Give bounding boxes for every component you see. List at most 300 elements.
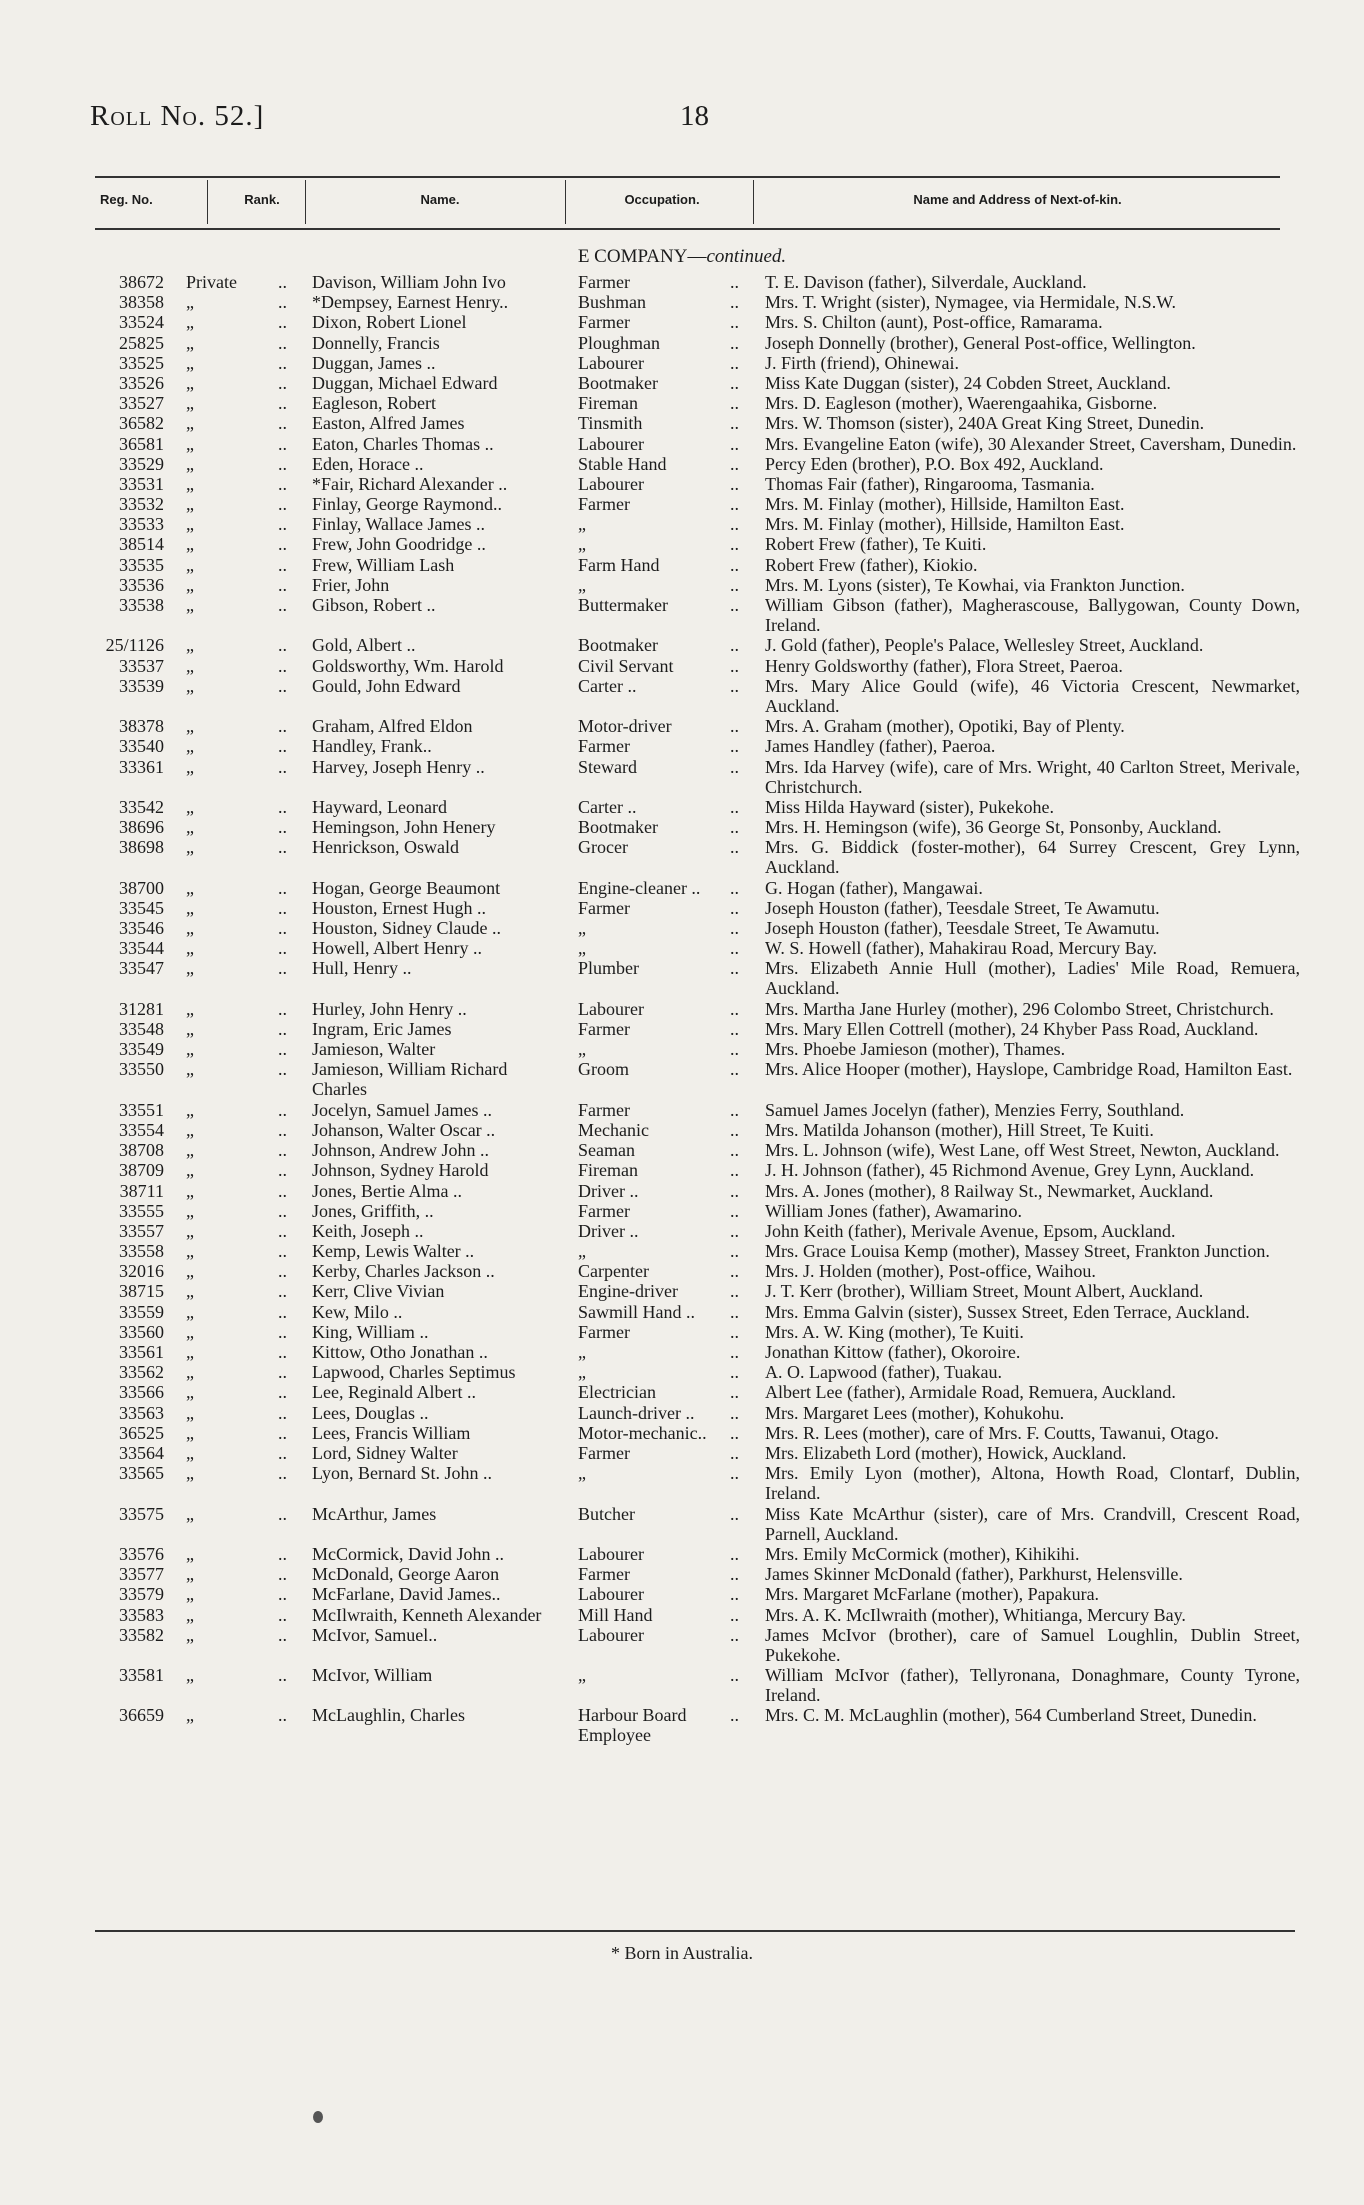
rank: „ xyxy=(186,1019,194,1040)
leader-dots: .. xyxy=(278,635,287,656)
occupation: Carpenter xyxy=(578,1261,649,1282)
rank: „ xyxy=(186,918,194,939)
leader-dots: .. xyxy=(278,655,287,676)
occupation: Fireman xyxy=(578,1160,638,1181)
occupation: Bushman xyxy=(578,292,647,313)
next-of-kin: Miss Kate Duggan (sister), 24 Cobden Street, Auckland. xyxy=(765,372,1171,393)
soldier-name: McIvor, William xyxy=(312,1665,433,1686)
leader-dots: .. xyxy=(730,1119,739,1140)
next-of-kin: Joseph Donnelly (brother), General Post-office, Wellington. xyxy=(765,332,1196,353)
next-of-kin: Mrs. J. Holden (mother), Post-office, Waihou. xyxy=(765,1261,1096,1282)
soldier-name: Kew, Milo .. xyxy=(312,1301,403,1322)
reg-number: 36582 xyxy=(119,413,164,434)
rank: „ xyxy=(186,1362,194,1383)
rank: „ xyxy=(186,1584,194,1605)
reg-number: 33526 xyxy=(119,372,164,393)
next-of-kin: J. H. Johnson (father), 45 Richmond Avenue, Grey Lynn, Auckland. xyxy=(765,1160,1255,1181)
col-name-header: Name. xyxy=(420,192,460,207)
soldier-name: Lees, Douglas .. xyxy=(312,1402,429,1423)
reg-number: 33542 xyxy=(119,796,164,817)
leader-dots: .. xyxy=(278,918,287,939)
leader-dots: .. xyxy=(730,716,739,737)
soldier-name: Handley, Frank.. xyxy=(312,736,432,757)
table-row xyxy=(0,676,1364,716)
next-of-kin: Mrs. Matilda Johanson (mother), Hill Street, Te Kuiti. xyxy=(765,1119,1154,1140)
reg-number: 25/1126 xyxy=(105,635,164,656)
soldier-name: Dixon, Robert Lionel xyxy=(312,312,467,333)
reg-number: 33537 xyxy=(119,655,164,676)
table-row xyxy=(0,1705,1364,1745)
occupation: Buttermaker xyxy=(578,595,668,615)
reg-number: 38696 xyxy=(119,817,164,838)
soldier-name: Jones, Bertie Alma .. xyxy=(312,1180,462,1201)
next-of-kin: A. O. Lapwood (father), Tuakau. xyxy=(765,1362,1002,1383)
reg-number: 33547 xyxy=(119,958,164,979)
occupation: Butcher xyxy=(578,1503,635,1524)
next-of-kin: G. Hogan (father), Mangawai. xyxy=(765,877,983,898)
leader-dots: .. xyxy=(278,1342,287,1363)
rank: „ xyxy=(186,352,194,373)
soldier-name: Gould, John Edward xyxy=(312,675,461,696)
table-row xyxy=(0,474,1364,494)
soldier-name: McIlwraith, Kenneth Alexander xyxy=(312,1604,542,1625)
occupation: Farmer xyxy=(578,736,630,757)
soldier-name: Hull, Henry .. xyxy=(312,958,412,979)
soldier-name: Jamieson, William Richard Charles xyxy=(312,1059,508,1100)
leader-dots: .. xyxy=(730,1059,739,1080)
leader-dots: .. xyxy=(278,1362,287,1383)
col-divider xyxy=(207,180,208,224)
rank: „ xyxy=(186,1200,194,1221)
leader-dots: .. xyxy=(730,1281,739,1302)
rank: „ xyxy=(186,1422,194,1443)
table-row xyxy=(0,595,1364,635)
leader-dots: .. xyxy=(278,473,287,494)
leader-dots: .. xyxy=(278,1422,287,1443)
rank: „ xyxy=(186,1099,194,1120)
leader-dots: .. xyxy=(730,413,739,434)
leader-dots: .. xyxy=(278,716,287,737)
reg-number: 38698 xyxy=(119,837,164,858)
leader-dots: .. xyxy=(730,494,739,515)
col-occupation-header: Occupation. xyxy=(624,192,700,207)
reg-number: 38514 xyxy=(119,534,164,555)
leader-dots: .. xyxy=(730,473,739,494)
occupation: „ xyxy=(578,1362,586,1383)
next-of-kin: Mrs. Evangeline Eaton (wife), 30 Alexander Street, Caversham, Dunedin. xyxy=(765,433,1297,454)
occupation: Mill Hand xyxy=(578,1604,653,1625)
table-row xyxy=(0,878,1364,898)
next-of-kin: Mrs. Martha Jane Hurley (mother), 296 Colombo Street, Christchurch. xyxy=(765,998,1274,1019)
leader-dots: .. xyxy=(730,998,739,1019)
bottom-rule xyxy=(95,228,1280,230)
soldier-name: Eaton, Charles Thomas .. xyxy=(312,433,494,454)
rank: „ xyxy=(186,736,194,757)
soldier-name: Johanson, Walter Oscar .. xyxy=(312,1119,496,1140)
rank: „ xyxy=(186,877,194,898)
col-rank-header: Rank. xyxy=(244,192,280,207)
reg-number: 33563 xyxy=(119,1402,164,1423)
soldier-name: Duggan, Michael Edward xyxy=(312,372,498,393)
leader-dots: .. xyxy=(730,554,739,575)
roll-table xyxy=(0,272,1364,1746)
occupation: Civil Servant xyxy=(578,655,674,676)
rank: „ xyxy=(186,837,194,858)
soldier-name: McLaughlin, Charles xyxy=(312,1705,465,1726)
leader-dots: .. xyxy=(278,372,287,393)
reg-number: 38715 xyxy=(119,1281,164,1302)
occupation: Farmer xyxy=(578,494,630,515)
reg-number: 33549 xyxy=(119,1039,164,1060)
table-row xyxy=(0,817,1364,837)
next-of-kin: Mrs. Mary Alice Gould (wife), 46 Victoria Crescent, Newmarket, Auckland. xyxy=(765,675,1300,716)
leader-dots: .. xyxy=(730,1039,739,1060)
occupation: Launch-driver .. xyxy=(578,1402,695,1423)
occupation: „ xyxy=(578,1463,586,1484)
leader-dots: .. xyxy=(278,1301,287,1322)
next-of-kin: Mrs. Margaret McFarlane (mother), Papakura. xyxy=(765,1584,1100,1605)
rank: „ xyxy=(186,574,194,595)
occupation: Labourer xyxy=(578,433,644,454)
leader-dots: .. xyxy=(730,1099,739,1120)
soldier-name: McDonald, George Aaron xyxy=(312,1564,500,1585)
leader-dots: .. xyxy=(730,1503,739,1524)
reg-number: 33539 xyxy=(119,675,164,696)
occupation: Grocer xyxy=(578,837,628,858)
leader-dots: .. xyxy=(730,817,739,838)
reg-number: 33532 xyxy=(119,494,164,515)
leader-dots: .. xyxy=(730,897,739,918)
table-row xyxy=(0,514,1364,534)
next-of-kin: Mrs. Emily Lyon (mother), Altona, Howth Road, Clontarf, Dublin, Ireland. xyxy=(765,1463,1300,1504)
next-of-kin: Mrs. R. Lees (mother), care of Mrs. F. Coutts, Tawanui, Otago. xyxy=(765,1422,1219,1443)
next-of-kin: Mrs. Grace Louisa Kemp (mother), Massey Street, Frankton Junction. xyxy=(765,1241,1270,1262)
reg-number: 33536 xyxy=(119,574,164,595)
next-of-kin: Mrs. M. Finlay (mother), Hillside, Hamilton East. xyxy=(765,494,1125,515)
table-row xyxy=(0,1504,1364,1544)
next-of-kin: Mrs. Emily McCormick (mother), Kihikihi. xyxy=(765,1543,1080,1564)
rank: „ xyxy=(186,1220,194,1241)
soldier-name: Frew, John Goodridge .. xyxy=(312,534,486,555)
reg-number: 36525 xyxy=(119,1422,164,1443)
next-of-kin: Henry Goldsworthy (father), Flora Street, Paeroa. xyxy=(765,655,1123,676)
soldier-name: Eagleson, Robert xyxy=(312,393,436,414)
reg-number: 33579 xyxy=(119,1584,164,1605)
next-of-kin: Albert Lee (father), Armidale Road, Remuera, Auckland. xyxy=(765,1382,1176,1403)
reg-number: 33545 xyxy=(119,897,164,918)
reg-number: 33554 xyxy=(119,1119,164,1140)
leader-dots: .. xyxy=(278,292,287,313)
rank: Private xyxy=(186,272,237,292)
leader-dots: .. xyxy=(278,675,287,696)
table-row xyxy=(0,1181,1364,1201)
leader-dots: .. xyxy=(278,1382,287,1403)
occupation: Farmer xyxy=(578,1564,630,1585)
reg-number: 33560 xyxy=(119,1321,164,1342)
table-row xyxy=(0,656,1364,676)
occupation: Mechanic xyxy=(578,1119,649,1140)
table-row xyxy=(0,1403,1364,1423)
next-of-kin: Mrs. Phoebe Jamieson (mother), Thames. xyxy=(765,1039,1066,1060)
next-of-kin: Mrs. A. K. McIlwraith (mother), Whitianga, Mercury Bay. xyxy=(765,1604,1186,1625)
soldier-name: Houston, Sidney Claude .. xyxy=(312,918,501,939)
leader-dots: .. xyxy=(278,272,287,292)
leader-dots: .. xyxy=(278,1099,287,1120)
table-row xyxy=(0,1605,1364,1625)
reg-number: 33561 xyxy=(119,1342,164,1363)
table-row xyxy=(0,1544,1364,1564)
table-row xyxy=(0,333,1364,353)
reg-number: 33562 xyxy=(119,1362,164,1383)
next-of-kin: Mrs. W. Thomson (sister), 240A Great King Street, Dunedin. xyxy=(765,413,1205,434)
table-row xyxy=(0,1362,1364,1382)
leader-dots: .. xyxy=(278,352,287,373)
leader-dots: .. xyxy=(278,595,287,615)
leader-dots: .. xyxy=(278,1543,287,1564)
next-of-kin: Mrs. C. M. McLaughlin (mother), 564 Cumberland Street, Dunedin. xyxy=(765,1705,1257,1726)
reg-number: 38709 xyxy=(119,1160,164,1181)
table-row xyxy=(0,434,1364,454)
rank: „ xyxy=(186,1402,194,1423)
occupation: „ xyxy=(578,1039,586,1060)
table-row xyxy=(0,958,1364,998)
leader-dots: .. xyxy=(278,393,287,414)
reg-number: 33575 xyxy=(119,1503,164,1524)
table-row xyxy=(0,757,1364,797)
next-of-kin: J. T. Kerr (brother), William Street, Mount Albert, Auckland. xyxy=(765,1281,1204,1302)
leader-dots: .. xyxy=(278,433,287,454)
leader-dots: .. xyxy=(730,1140,739,1161)
rank: „ xyxy=(186,1342,194,1363)
occupation: „ xyxy=(578,1665,586,1686)
soldier-name: *Fair, Richard Alexander .. xyxy=(312,473,508,494)
table-row xyxy=(0,555,1364,575)
table-row xyxy=(0,494,1364,514)
leader-dots: .. xyxy=(278,312,287,333)
leader-dots: .. xyxy=(730,1604,739,1625)
leader-dots: .. xyxy=(730,1442,739,1463)
reg-number: 36581 xyxy=(119,433,164,454)
leader-dots: .. xyxy=(730,433,739,454)
reg-number: 33551 xyxy=(119,1099,164,1120)
next-of-kin: Mrs. T. Wright (sister), Nymagee, via Hermidale, N.S.W. xyxy=(765,292,1177,313)
leader-dots: .. xyxy=(730,1160,739,1181)
next-of-kin: Mrs. Alice Hooper (mother), Hayslope, Cambridge Road, Hamilton East. xyxy=(765,1059,1293,1080)
leader-dots: .. xyxy=(278,958,287,979)
occupation: „ xyxy=(578,918,586,939)
next-of-kin: Mrs. Mary Ellen Cottrell (mother), 24 Khyber Pass Road, Auckland. xyxy=(765,1019,1259,1040)
table-row xyxy=(0,272,1364,292)
leader-dots: .. xyxy=(730,1624,739,1645)
soldier-name: McArthur, James xyxy=(312,1503,437,1524)
rank: „ xyxy=(186,1442,194,1463)
next-of-kin: J. Firth (friend), Ohinewai. xyxy=(765,352,959,373)
leader-dots: .. xyxy=(730,1422,739,1443)
table-row xyxy=(0,1302,1364,1322)
table-row xyxy=(0,837,1364,877)
table-row xyxy=(0,736,1364,756)
table-row xyxy=(0,393,1364,413)
leader-dots: .. xyxy=(278,1624,287,1645)
leader-dots: .. xyxy=(730,1342,739,1363)
leader-dots: .. xyxy=(278,1261,287,1282)
soldier-name: Hogan, George Beaumont xyxy=(312,877,501,898)
soldier-name: *Dempsey, Earnest Henry.. xyxy=(312,292,509,313)
table-row xyxy=(0,1221,1364,1241)
leader-dots: .. xyxy=(730,453,739,474)
ink-blot xyxy=(313,2111,323,2123)
leader-dots: .. xyxy=(278,1584,287,1605)
leader-dots: .. xyxy=(730,272,739,292)
leader-dots: .. xyxy=(278,554,287,575)
leader-dots: .. xyxy=(278,1281,287,1302)
rank: „ xyxy=(186,332,194,353)
soldier-name: Ingram, Eric James xyxy=(312,1019,452,1040)
reg-number: 33538 xyxy=(119,595,164,615)
leader-dots: .. xyxy=(278,1200,287,1221)
rank: „ xyxy=(186,635,194,656)
occupation: Farmer xyxy=(578,272,630,292)
next-of-kin: Mrs. Emma Galvin (sister), Sussex Street, Eden Terrace, Auckland. xyxy=(765,1301,1250,1322)
leader-dots: .. xyxy=(278,1402,287,1423)
table-row xyxy=(0,716,1364,736)
next-of-kin: John Keith (father), Merivale Avenue, Epsom, Auckland. xyxy=(765,1220,1176,1241)
soldier-name: Lee, Reginald Albert .. xyxy=(312,1382,476,1403)
leader-dots: .. xyxy=(278,1705,287,1726)
occupation: Labourer xyxy=(578,1624,644,1645)
soldier-name: Gibson, Robert .. xyxy=(312,595,436,615)
table-row xyxy=(0,918,1364,938)
rank: „ xyxy=(186,1382,194,1403)
leader-dots: .. xyxy=(278,1220,287,1241)
rank: „ xyxy=(186,1281,194,1302)
next-of-kin: J. Gold (father), People's Palace, Wellesley Street, Auckland. xyxy=(765,635,1204,656)
table-row xyxy=(0,1625,1364,1665)
column-header-row xyxy=(95,176,1280,230)
table-row xyxy=(0,1019,1364,1039)
soldier-name: Frier, John xyxy=(312,574,390,595)
next-of-kin: Robert Frew (father), Te Kuiti. xyxy=(765,534,987,555)
leader-dots: .. xyxy=(730,1200,739,1221)
occupation: Farm Hand xyxy=(578,554,660,575)
col-divider xyxy=(753,180,754,224)
reg-number: 33565 xyxy=(119,1463,164,1484)
occupation: Motor-driver xyxy=(578,716,672,737)
reg-number: 33557 xyxy=(119,1220,164,1241)
rank: „ xyxy=(186,1059,194,1080)
table-row xyxy=(0,1342,1364,1362)
next-of-kin: Mrs. G. Biddick (foster-mother), 64 Surrey Crescent, Grey Lynn, Auckland. xyxy=(765,837,1300,878)
leader-dots: .. xyxy=(278,877,287,898)
occupation: Farmer xyxy=(578,1321,630,1342)
leader-dots: .. xyxy=(278,1321,287,1342)
occupation: Farmer xyxy=(578,1442,630,1463)
soldier-name: Kerr, Clive Vivian xyxy=(312,1281,445,1302)
soldier-name: Kittow, Otho Jonathan .. xyxy=(312,1342,488,1363)
occupation: Sawmill Hand .. xyxy=(578,1301,695,1322)
leader-dots: .. xyxy=(730,352,739,373)
soldier-name: Duggan, James .. xyxy=(312,352,436,373)
leader-dots: .. xyxy=(278,494,287,515)
soldier-name: Goldsworthy, Wm. Harold xyxy=(312,655,504,676)
leader-dots: .. xyxy=(730,312,739,333)
leader-dots: .. xyxy=(278,796,287,817)
occupation: „ xyxy=(578,534,586,555)
occupation: Farmer xyxy=(578,897,630,918)
next-of-kin: Mrs. M. Finlay (mother), Hillside, Hamilton East. xyxy=(765,514,1125,535)
leader-dots: .. xyxy=(278,1442,287,1463)
reg-number: 33533 xyxy=(119,514,164,535)
table-row xyxy=(0,1261,1364,1281)
next-of-kin: Joseph Houston (father), Teesdale Street, Te Awamutu. xyxy=(765,918,1160,939)
table-row xyxy=(0,797,1364,817)
rank: „ xyxy=(186,1503,194,1524)
table-row xyxy=(0,1120,1364,1140)
next-of-kin: Mrs. L. Johnson (wife), West Lane, off West Street, Newton, Auckland. xyxy=(765,1140,1280,1161)
leader-dots: .. xyxy=(278,453,287,474)
page-header xyxy=(90,100,1290,140)
reg-number: 33555 xyxy=(119,1200,164,1221)
leader-dots: .. xyxy=(278,736,287,757)
leader-dots: .. xyxy=(730,1463,739,1484)
rank: „ xyxy=(186,1119,194,1140)
leader-dots: .. xyxy=(730,958,739,979)
leader-dots: .. xyxy=(730,1382,739,1403)
rank: „ xyxy=(186,1665,194,1686)
soldier-name: Hayward, Leonard xyxy=(312,796,447,817)
rank: „ xyxy=(186,796,194,817)
table-row xyxy=(0,1281,1364,1301)
table-row xyxy=(0,312,1364,332)
leader-dots: .. xyxy=(278,1059,287,1080)
rank: „ xyxy=(186,958,194,979)
leader-dots: .. xyxy=(730,938,739,959)
soldier-name: Howell, Albert Henry .. xyxy=(312,938,482,959)
rank: „ xyxy=(186,514,194,535)
occupation: Steward xyxy=(578,756,637,777)
leader-dots: .. xyxy=(730,918,739,939)
leader-dots: .. xyxy=(730,756,739,777)
leader-dots: .. xyxy=(278,1019,287,1040)
occupation: „ xyxy=(578,574,586,595)
reg-number: 33566 xyxy=(119,1382,164,1403)
next-of-kin: Samuel James Jocelyn (father), Menzies Ferry, Southland. xyxy=(765,1099,1185,1120)
leader-dots: .. xyxy=(730,796,739,817)
soldier-name: Easton, Alfred James xyxy=(312,413,465,434)
table-row xyxy=(0,1241,1364,1261)
rank: „ xyxy=(186,1321,194,1342)
next-of-kin: Thomas Fair (father), Ringarooma, Tasmania. xyxy=(765,473,1095,494)
occupation: Bootmaker xyxy=(578,817,658,838)
reg-number: 33524 xyxy=(119,312,164,333)
occupation: „ xyxy=(578,938,586,959)
reg-number: 33550 xyxy=(119,1059,164,1080)
reg-number: 33558 xyxy=(119,1241,164,1262)
next-of-kin: Robert Frew (father), Kiokio. xyxy=(765,554,978,575)
soldier-name: Jamieson, Walter xyxy=(312,1039,436,1060)
reg-number: 33559 xyxy=(119,1301,164,1322)
table-row xyxy=(0,1443,1364,1463)
rank: „ xyxy=(186,292,194,313)
occupation: Farmer xyxy=(578,312,630,333)
occupation: Groom xyxy=(578,1059,629,1080)
rank: „ xyxy=(186,716,194,737)
soldier-name: Lord, Sidney Walter xyxy=(312,1442,458,1463)
soldier-name: Hemingson, John Henery xyxy=(312,817,496,838)
table-row xyxy=(0,1382,1364,1402)
table-row xyxy=(0,454,1364,474)
soldier-name: Johnson, Sydney Harold xyxy=(312,1160,489,1181)
